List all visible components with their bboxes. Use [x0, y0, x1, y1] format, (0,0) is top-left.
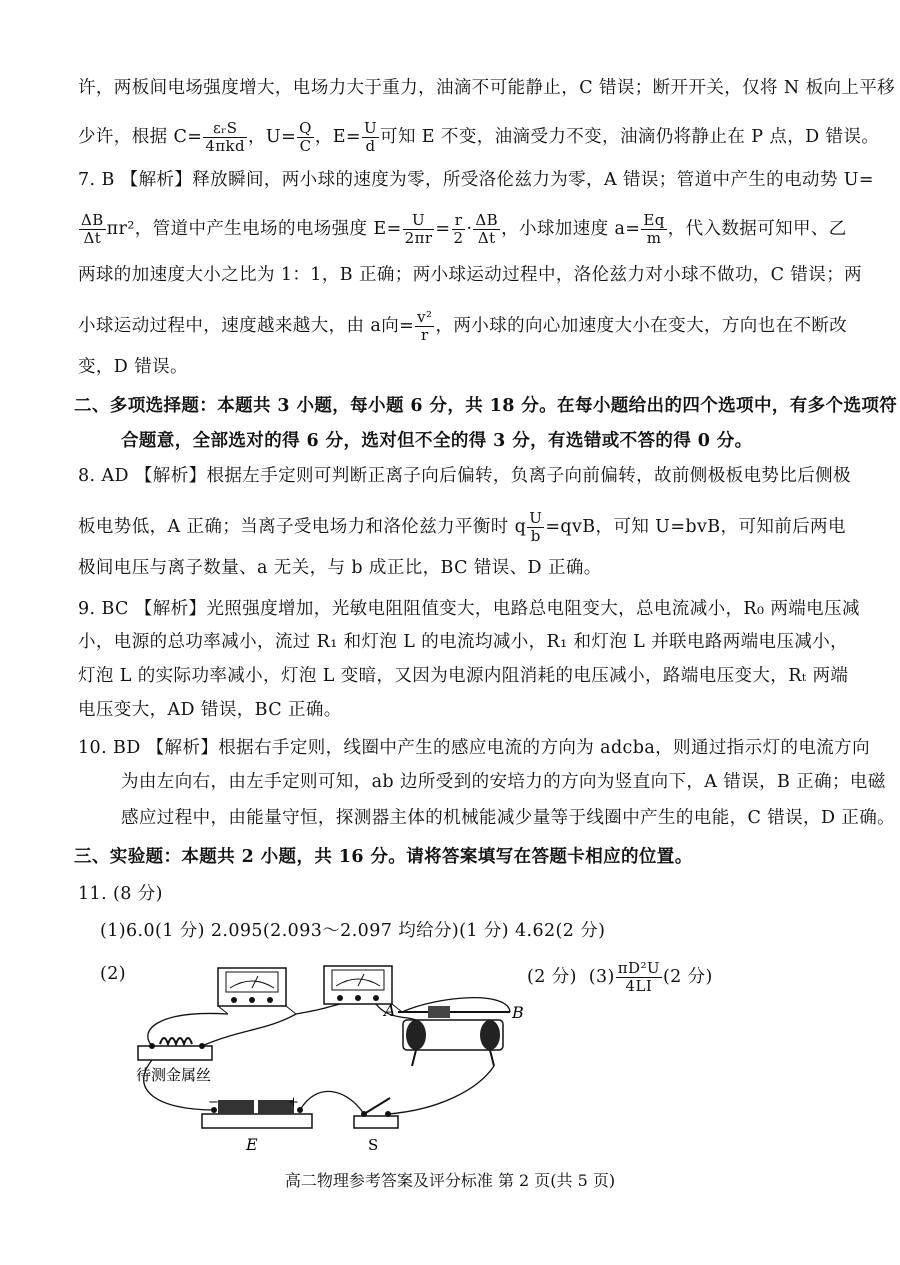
q7-line3: 两球的加速度大小之比为 1：1，B 正确；两小球运动过程中，洛伦兹力对小球不做功，C 错误；两	[78, 265, 863, 285]
fraction-c: $\frac{\text{εᵣS}}{\text{4πkd}}$	[205, 119, 246, 155]
label-a: A	[384, 1001, 396, 1020]
q10-line2: 为由左向右，由左手定则可知，ab 边所受到的安培力的方向为竖直向下，A 错误，B 正确；电磁	[121, 772, 886, 792]
q8-line3: 极间电压与离子数量、a 无关，与 b 成正比，BC 错误、D 正确。	[78, 558, 602, 578]
q11-part2-label: (2)	[100, 964, 126, 984]
text-seg: 小球运动过程中，速度越来越大，由 a向=	[78, 316, 415, 336]
q11-title: 11. (8 分)	[78, 884, 163, 904]
label-plus: +	[288, 1095, 299, 1110]
score-text: (2 分)	[662, 967, 713, 987]
label-e: E	[246, 1135, 258, 1154]
score-text: (2 分)	[527, 967, 577, 987]
fraction-db-dt-2: $\frac{\Delta B}{\Delta t}$	[475, 211, 499, 247]
rheostat-icon	[398, 1006, 510, 1066]
q9-line4: 电压变大，AD 错误，BC 正确。	[78, 700, 342, 720]
q10-line1: 10. BD 【解析】根据右手定则，线圈中产生的感应电流的方向为 adcba，则通过指示灯的电流方向	[78, 738, 870, 758]
text-seg: ，代入数据可知甲、乙	[667, 219, 847, 239]
page-footer: 高二物理参考答案及评分标准 第 2 页(共 5 页)	[284, 1171, 616, 1190]
section2-line2: 合题意，全部选对的得 6 分，选对但不全的得 3 分，有选错或不答的得 0 分。	[121, 431, 753, 451]
fraction-e: $\frac{U}{d}$	[364, 119, 378, 155]
text-seg: 板电势低，A 正确；当离子受电场力和洛伦兹力平衡时 q	[78, 517, 527, 537]
text-seg: ，小球加速度 a=	[501, 219, 641, 239]
q11-part1: (1)6.0(1 分) 2.095(2.093～2.097 均给分)(1 分) 4.62(2 分)	[100, 921, 606, 941]
q9-line1: 9. BC 【解析】光照强度增加，光敏电阻阻值变大，电路总电阻变大，总电流减小，R₀ 两端电压减	[78, 599, 860, 619]
text-seg: =	[435, 219, 451, 239]
q9-line3: 灯泡 L 的实际功率减小，灯泡 L 变暗，又因为电源内阻消耗的电压减小，路端电压变大，Rₜ 两端	[78, 666, 849, 686]
circuit-diagram	[118, 960, 538, 1160]
q7-line5: 变，D 错误。	[78, 357, 188, 377]
text-seg: ，U=	[248, 127, 297, 147]
q6-line2	[78, 119, 880, 155]
part3-label: (3)	[588, 967, 615, 987]
section3-heading: 三、实验题：本题共 2 小题，共 16 分。请将答案填写在答题卡相应的位置。	[74, 847, 693, 867]
label-b: B	[512, 1003, 524, 1022]
fraction-v2-r: $\frac{\text{v²}}{r}$	[417, 308, 433, 344]
fraction-eq-m: $\frac{Eq}{m}$	[643, 211, 665, 247]
fraction-resistivity: $\frac{\text{πD²U}}{4LI}$	[617, 959, 660, 995]
q7-line1: 7. B 【解析】释放瞬间，两小球的速度为零，所受洛伦兹力为零，A 错误；管道中产生的电动势 U=	[78, 170, 874, 190]
text-seg: ·	[466, 219, 473, 239]
ammeter-icon	[218, 968, 296, 1014]
q7-line4	[78, 308, 848, 344]
section2-heading: 二、多项选择题：本题共 3 小题，每小题 6 分，共 18 分。在每小题给出的四个选项中，有多个选项符	[74, 396, 898, 416]
label-minus: −	[208, 1095, 219, 1110]
q11-part2-3	[527, 960, 713, 995]
text-seg: 少许，根据 C=	[78, 127, 203, 147]
switch-icon	[354, 1098, 398, 1128]
fraction-u: $\frac{Q}{C}$	[299, 119, 312, 155]
label-s: S	[368, 1136, 379, 1154]
q10-line3: 感应过程中，由能量守恒，探测器主体的机械能减少量等于线圈中产生的电能，C 错误，D 正确。	[121, 808, 896, 828]
q6-line1: 许，两板间电场强度增大，电场力大于重力，油滴不可能静止，C 错误；断开开关，仅将 N 板向上平移	[78, 78, 896, 98]
text-seg: ，两小球的向心加速度大小在变大，方向也在不断改	[435, 316, 848, 336]
q9-line2: 小，电源的总功率减小，流过 R₁ 和灯泡 L 的电流均减小，R₁ 和灯泡 L 并联电路两端电压减小，	[78, 632, 849, 652]
text-seg: 可知 E 不变，油滴受力不变，油滴仍将静止在 P 点，D 错误。	[380, 127, 880, 147]
text-seg: =qvB，可知 U=bvB，可知前后两电	[545, 517, 846, 537]
q8-line1: 8. AD 【解析】根据左手定则可判断正离子向后偏转，负离子向前偏转，故前侧极板电势比后侧极	[78, 466, 851, 486]
fraction-u-b: $\frac{U}{b}$	[529, 509, 543, 545]
fraction-db-dt: $\frac{\Delta B}{\Delta t}$	[81, 211, 104, 247]
text-seg: ，E=	[314, 127, 361, 147]
q8-line2	[78, 509, 846, 545]
fraction-r-2: $\frac{r}{2}$	[453, 211, 464, 247]
wire-label: 待测金属丝	[136, 1066, 212, 1084]
text-seg: πr²，管道中产生电场的电场强度 E=	[106, 219, 402, 239]
fraction-u-2pir: $\frac{U}{2\pi r}$	[404, 211, 433, 247]
q7-line2	[78, 211, 847, 247]
